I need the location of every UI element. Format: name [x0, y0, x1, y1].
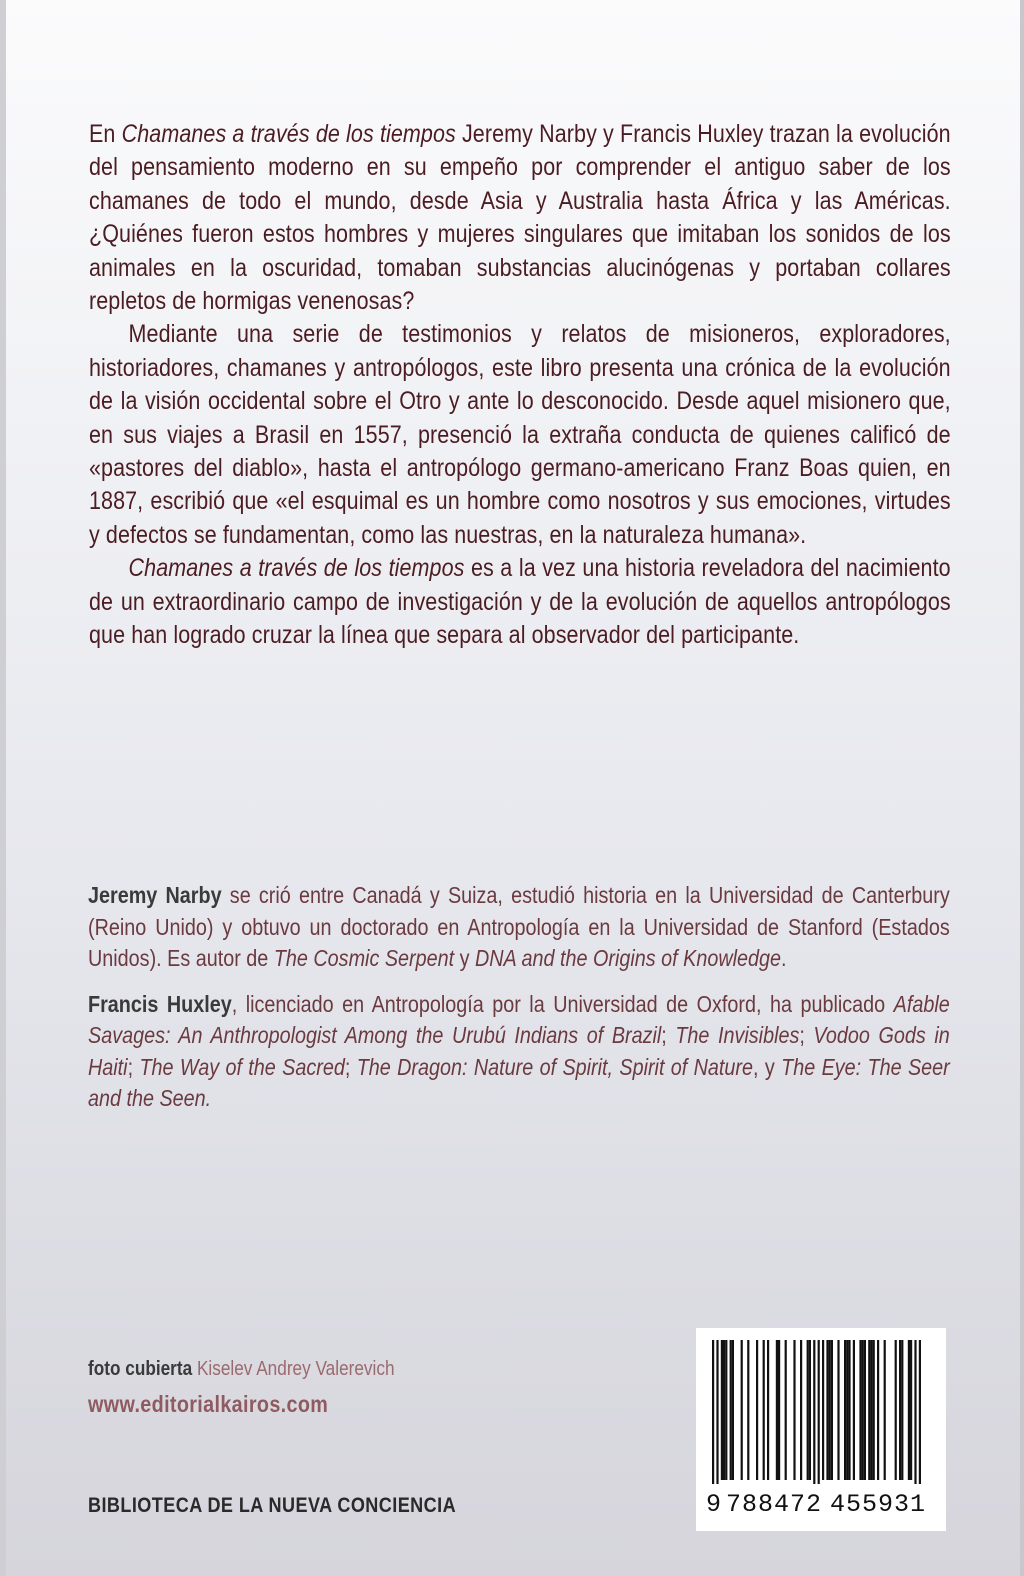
synopsis-text: Mediante una serie de testimonios y relatos de misioneros, exploradores, historiadores, chamanes y antropólogos, este libro presenta una crónica de la evolución de la visión occidental sobre el Otro y ante lo desconocido. Desde aquel misionero que, en sus viajes a Brasil en 1557, presenció la extraña conducta de quienes calificó de «pastores del diablo», hasta el antropólogo germano-americano Franz Boas quien, en 1887, escribió que «el esquimal es un hombre como nosotros y sus emociones, virtudes y defectos se fundamentan, como las nuestras, en la naturaleza humana». [89, 320, 951, 549]
barcode-bar [846, 1340, 848, 1480]
isbn-lead-digit: 9 [706, 1490, 723, 1519]
barcode-bar [721, 1340, 723, 1480]
barcode-bar [826, 1340, 828, 1480]
bio-text: y [454, 945, 475, 971]
barcode-bar [868, 1340, 870, 1480]
barcode-bar [741, 1340, 743, 1480]
barcode-bar [873, 1340, 875, 1480]
barcode-bars [696, 1328, 946, 1488]
barcode-bar [837, 1340, 839, 1480]
barcode-bar [864, 1340, 866, 1480]
book-title-italic: Vodoo Gods in Haiti [88, 1022, 950, 1080]
credits [88, 1358, 395, 1418]
barcode-bar [914, 1340, 916, 1486]
barcode-bar [732, 1340, 734, 1480]
barcode-bar [844, 1340, 846, 1480]
barcode-bar [884, 1340, 886, 1480]
barcode-bar [756, 1340, 758, 1480]
barcode-bar [901, 1340, 903, 1480]
barcode-bar [818, 1340, 820, 1486]
barcode-bar [877, 1340, 879, 1480]
bio-text: ; [127, 1053, 140, 1080]
barcode-bar [908, 1340, 910, 1480]
barcode-bar [776, 1340, 778, 1480]
book-title-italic: The Invisibles [675, 1022, 800, 1048]
barcode-bar [807, 1340, 809, 1480]
book-title-italic: Chamanes a través de los tiempos [128, 554, 465, 583]
barcode-bar [813, 1340, 815, 1486]
book-title-italic: The Way of the Sacred [139, 1053, 345, 1080]
barcode-bar [910, 1340, 912, 1480]
bio-text: , licenciado en Antropología por la Universidad de Oxford, ha publicado [231, 990, 894, 1017]
isbn-group-1: 788472 [726, 1490, 823, 1519]
barcode-bar [763, 1340, 765, 1480]
bio-text: ; [661, 1022, 676, 1048]
bio-text: ; [344, 1053, 357, 1080]
isbn-number [696, 1484, 946, 1524]
author-name: Francis Huxley [88, 990, 232, 1017]
barcode-bar [919, 1340, 921, 1486]
author-bios [88, 880, 950, 1129]
synopsis-paragraph-3 [89, 552, 951, 652]
bio-text: . [781, 945, 787, 971]
barcode-bar [730, 1340, 732, 1480]
barcode-bar [712, 1340, 714, 1486]
barcode-bar [747, 1340, 749, 1480]
barcode-bar [716, 1340, 718, 1486]
photo-credit [88, 1358, 395, 1381]
barcode-bar [831, 1340, 833, 1480]
book-title-italic: The Dragon: Nature of Spirit, Spirit of Nature [356, 1053, 754, 1080]
synopsis-paragraph-2 [89, 318, 951, 552]
barcode-bar [853, 1340, 855, 1480]
synopsis-text: Jeremy Narby y Francis Huxley trazan la evolución del pensamiento moderno en su empeño por comprender el antiguo saber de los chamanes de todo el mundo, desde Asia y Australia hasta África y las Américas. ¿Quiénes fueron estos hombres y mujeres singulares que imitaban los sonidos de los animales en la oscuridad, tomaban substancias alucinógenas y portaban collares repletos de hormigas venenosas? [89, 120, 951, 316]
barcode-bar [870, 1340, 872, 1480]
barcode-bar [895, 1340, 897, 1480]
book-title-italic: Afable Savages: An Anthropologist Among the Urubú Indians of Brazil [88, 990, 950, 1048]
barcode-bar [862, 1340, 864, 1480]
barcode-bar [723, 1340, 725, 1480]
photo-credit-label: foto cubierta [88, 1358, 197, 1380]
barcode-bar [899, 1340, 901, 1480]
barcode-bar [725, 1340, 727, 1480]
book-title-italic: Chamanes a través de los tiempos [121, 120, 456, 148]
synopsis-paragraph-1 [89, 118, 951, 318]
barcode-bar [829, 1340, 831, 1480]
barcode-bar [793, 1340, 795, 1480]
bio-huxley [88, 989, 950, 1115]
publisher-website[interactable]: www.editorialkairos.com [88, 1391, 329, 1417]
book-title-italic: DNA and the Origins of Knowledge [474, 945, 782, 971]
author-name: Jeremy Narby [88, 882, 222, 908]
bio-text: se crió entre Canadá y Suiza, estudió historia en la Universidad de Canterbury (Reino Unido) y obtuvo un doctorado en Antropología en la Universidad de Stanford (Estados Unidos). Es autor de [88, 882, 950, 971]
barcode-bar [778, 1340, 780, 1480]
synopsis [89, 118, 951, 653]
isbn-barcode [696, 1328, 946, 1531]
photographer-name: Kiselev Andrey Valerevich [196, 1358, 395, 1380]
barcode-bar [800, 1340, 802, 1480]
barcode-bar [822, 1340, 824, 1480]
barcode-bar [767, 1340, 769, 1480]
bio-text: , y [753, 1053, 782, 1080]
bio-narby [88, 880, 950, 975]
barcode-bar [859, 1340, 861, 1480]
book-title-italic: The Eye: The Seer and the Seen. [88, 1053, 950, 1111]
isbn-group-2: 455931 [830, 1490, 927, 1519]
synopsis-text: es a la vez una historia reveladora del nacimiento de un extraordinario campo de investigación y de la evolución de aquellos antropólogos que han logrado cruzar la línea que separa al observador del participante. [89, 554, 951, 650]
collection-name: BIBLIOTECA DE LA NUEVA CONCIENCIA [88, 1494, 457, 1517]
book-title-italic: The Cosmic Serpent [273, 945, 455, 971]
synopsis-text: En [89, 120, 122, 148]
barcode-bar [809, 1340, 811, 1480]
bio-text: ; [799, 1022, 814, 1048]
barcode-bar [785, 1340, 787, 1480]
barcode-bar [848, 1340, 850, 1480]
